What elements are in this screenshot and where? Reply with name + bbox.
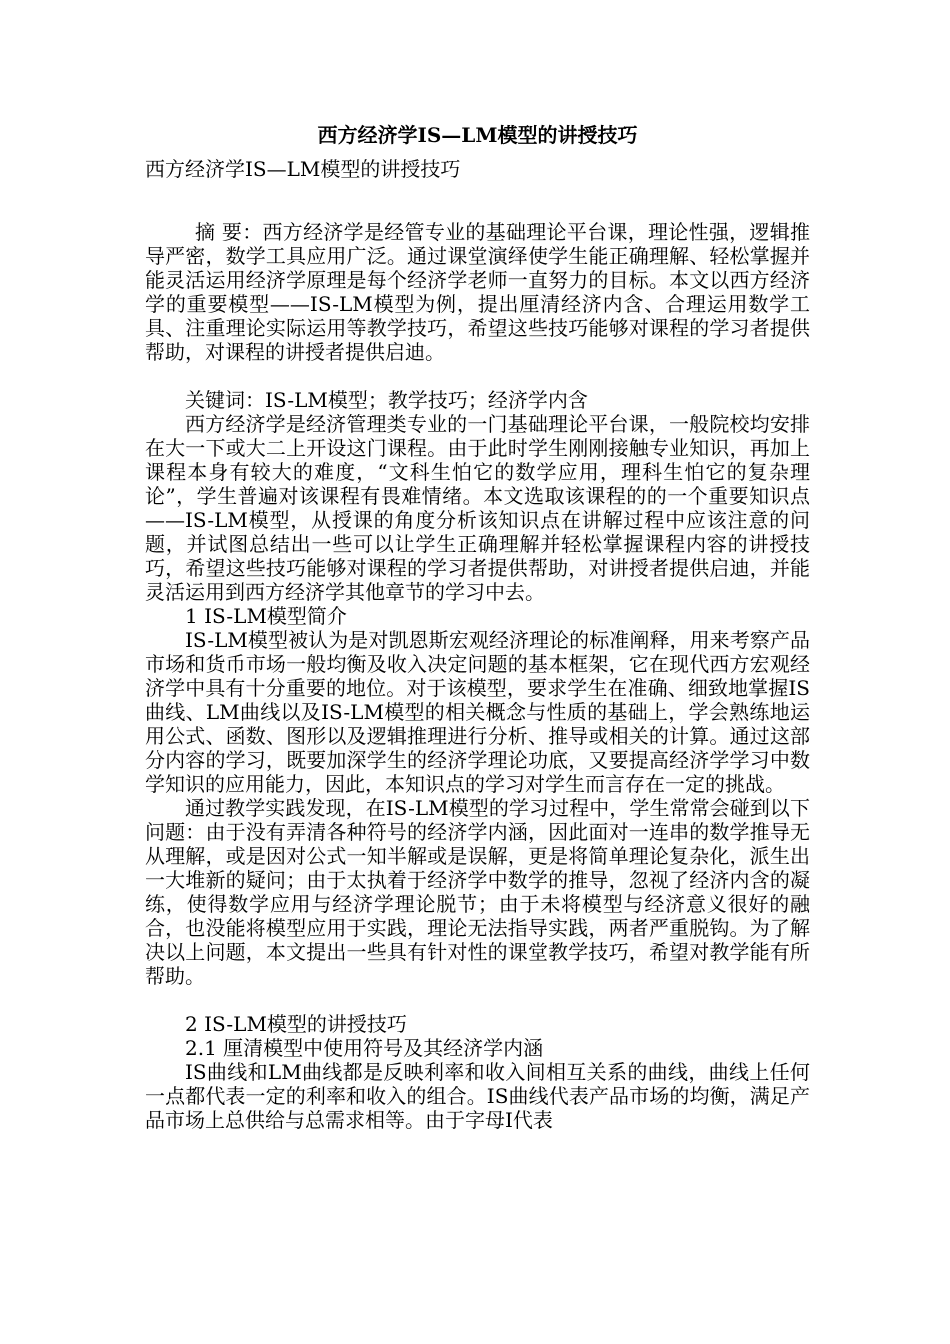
document-subtitle: 西方经济学IS—LM模型的讲授技巧 <box>145 157 461 181</box>
section-2-1-heading: 2.1 厘清模型中使用符号及其经济学内涵 <box>185 1036 544 1060</box>
section-2-1-paragraph-1: IS曲线和LM曲线都是反映利率和收入间相互关系的曲线，曲线上任何一点都代表一定的利率和收入的组合。IS曲线代表产品市场的均衡，满足产品市场上总供给与总需求相等。由于字母I代表 <box>145 1060 810 1132</box>
section-1-heading: 1 IS-LM模型简介 <box>185 604 347 628</box>
section-1-paragraph-2: 通过教学实践发现，在IS-LM模型的学习过程中，学生常常会碰到以下问题：由于没有弄清各种符号的经济学内涵，因此面对一连串的数学推导无从理解，或是因对公式一知半解或是误解，更是将简单理论复杂化，派生出一大堆新的疑问；由于太执着于经济学中数学的推导，忽视了经济内含的凝练，使得数学应用与经济学理论脱节；由于未将模型与经济意义很好的融合，也没能将模型应用于实践，理论无法指导实践，两者严重脱钩。为了解决以上问题，本文提出一些具有针对性的课堂教学技巧，希望对教学能有所帮助。 <box>145 796 810 988</box>
document-page <box>145 118 810 1132</box>
section-2-heading: 2 IS-LM模型的讲授技巧 <box>185 1012 407 1036</box>
keywords-line: 关键词：IS-LM模型；教学技巧；经济学内含 <box>185 388 588 412</box>
intro-paragraph: 西方经济学是经济管理类专业的一门基础理论平台课，一般院校均安排在大一下或大二上开设这门课程。由于此时学生刚刚接触专业知识，再加上课程本身有较大的难度，“文科生怕它的数学应用，理科生怕它的复杂理论”，学生普遍对该课程有畏难情绪。本文选取该课程的的一个重要知识点——IS-LM模型，从授课的角度分析该知识点在讲解过程中应该注意的问题，并试图总结出一些可以让学生正确理解并轻松掌握课程内容的讲授技巧，希望这些技巧能够对课程的学习者提供帮助，对讲授者提供启迪，并能灵活运用到西方经济学其他章节的学习中去。 <box>145 412 810 604</box>
abstract-paragraph: 摘 要：西方经济学是经管专业的基础理论平台课，理论性强，逻辑推导严密，数学工具应用广泛。通过课堂演绎使学生能正确理解、轻松掌握并能灵活运用经济学原理是每个经济学老师一直努力的目标。本文以西方经济学的重要模型——IS-LM模型为例，提出厘清经济内含、合理运用数学工具、注重理论实际运用等教学技巧，希望这些技巧能够对课程的学习者提供帮助，对课程的讲授者提供启迪。 <box>145 220 810 364</box>
document-title: 西方经济学IS—LM模型的讲授技巧 <box>317 123 638 147</box>
section-1-paragraph-1: IS-LM模型被认为是对凯恩斯宏观经济理论的标准阐释，用来考察产品市场和货币市场一般均衡及收入决定问题的基本框架，它在现代西方宏观经济学中具有十分重要的地位。对于该模型，要求学生在准确、细致地掌握IS曲线、LM曲线以及IS-LM模型的相关概念与性质的基础上，学会熟练地运用公式、函数、图形以及逻辑推理进行分析、推导或相关的计算。通过这部分内容的学习，既要加深学生的经济学理论功底，又要提高经济学学习中数学知识的应用能力，因此，本知识点的学习对学生而言存在一定的挑战。 <box>145 628 810 796</box>
